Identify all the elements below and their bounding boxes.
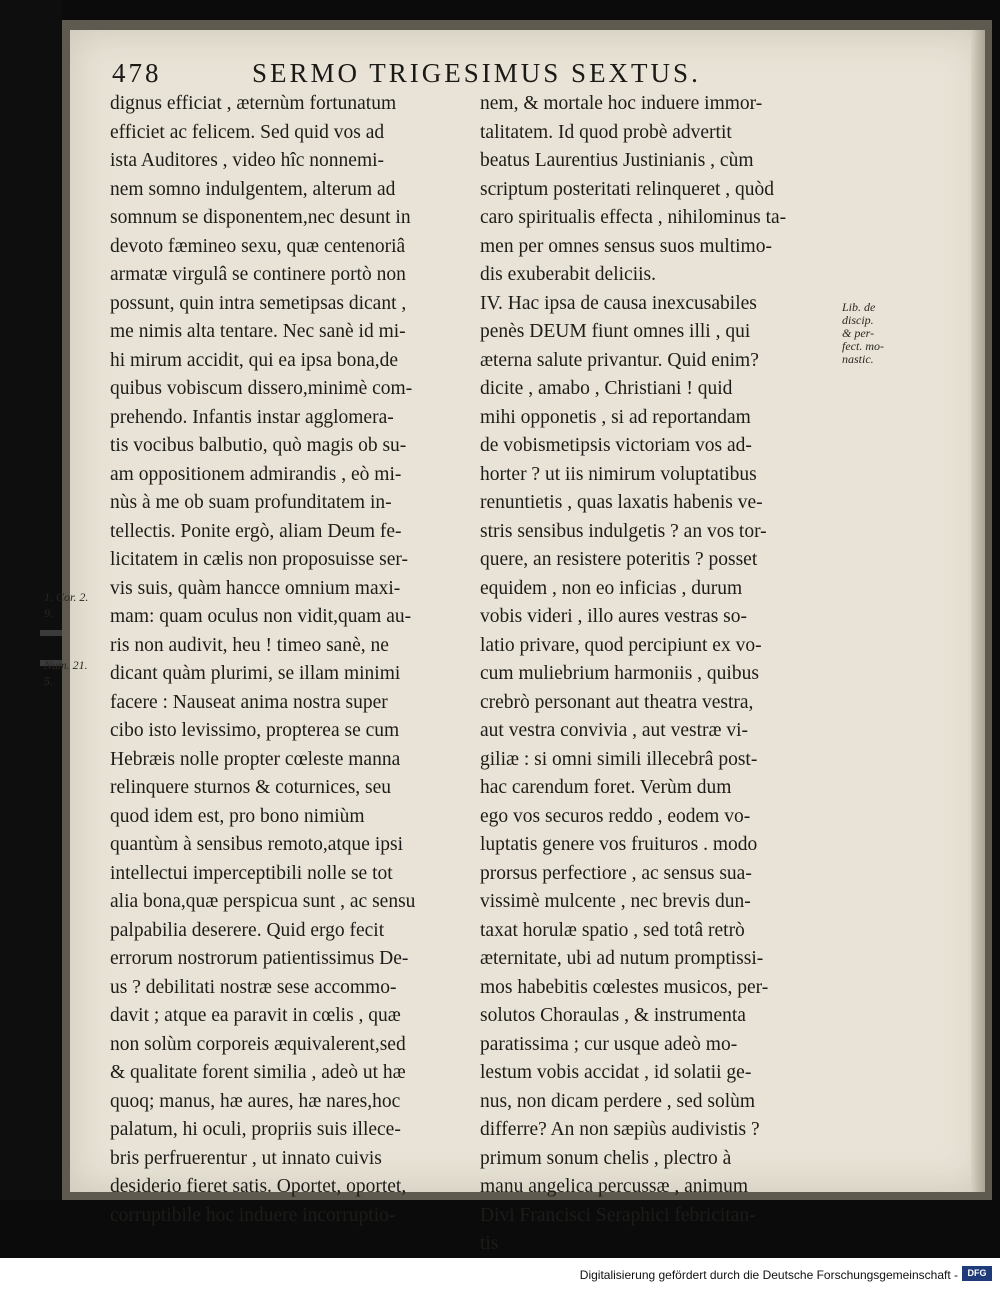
text-line: giliæ : si omni simili illecebrâ post- bbox=[480, 748, 758, 770]
text-line: prorsus perfectiore , ac sensus sua- bbox=[480, 862, 752, 884]
text-line: somnum se disponentem,nec desunt in bbox=[110, 207, 411, 228]
text-line: Hebræis nolle propter cœleste manna bbox=[110, 748, 401, 770]
text-line: æternitate, ubi ad nutum promptissi- bbox=[480, 948, 764, 969]
footer-bar bbox=[0, 1258, 1000, 1289]
text-line: quere, an resistere poteritis ? posset bbox=[480, 549, 758, 570]
text-line: hi mirum accidit, qui ea ipsa bona,de bbox=[110, 349, 399, 371]
text-line: alia bona,quæ perspicua sunt , ac sensu bbox=[110, 891, 416, 912]
text-line: ista Auditores , video hîc nonnemi- bbox=[110, 150, 385, 171]
margin-note-line: Lib. de bbox=[842, 300, 876, 314]
text-line: davit ; atque ea paravit in cœlis , quæ bbox=[110, 1005, 401, 1026]
text-line: vobis videri , illo aures vestras so- bbox=[480, 606, 747, 627]
text-line: am oppositionem admirandis , eò mi- bbox=[110, 463, 402, 485]
text-line: intellectui imperceptibili nolle se tot bbox=[110, 862, 393, 884]
text-line: quibus vobiscum dissero,minimè com- bbox=[110, 378, 413, 399]
text-line: lestum vobis accidat , id solatii ge- bbox=[480, 1062, 752, 1083]
text-line: mos habebitis cœlestes musicos, per- bbox=[480, 976, 769, 998]
footer-credit: Digitalisierung gefördert durch die Deutsche Forschungsgemeinschaft - bbox=[579, 1268, 958, 1282]
text-line: renuntietis , quas laxatis habenis ve- bbox=[480, 492, 763, 513]
text-line: nem somno indulgentem, alterum ad bbox=[110, 178, 396, 200]
text-line: prehendo. Infantis instar agglomera- bbox=[110, 406, 394, 428]
text-line: æterna salute privantur. Quid enim? bbox=[480, 349, 759, 371]
text-line: tis vocibus balbutio, quò magis ob su- bbox=[110, 435, 407, 456]
text-line: mam: quam oculus non vidit,quam au- bbox=[110, 606, 412, 627]
text-line: IV. Hac ipsa de causa inexcusabiles bbox=[480, 292, 757, 314]
text-line: Divi Francisci Seraphici febricitan- bbox=[480, 1204, 756, 1226]
text-line: tellectis. Ponite ergò, aliam Deum fe- bbox=[110, 520, 402, 542]
text-line: dignus efficiat , æternùm fortunatum bbox=[110, 93, 397, 114]
margin-note-left-num bbox=[44, 658, 114, 690]
margin-note-line: 1. Cor. 2. bbox=[44, 590, 89, 604]
text-line: possunt, quin intra semetipsas dicant , bbox=[110, 292, 407, 314]
margin-note-line: 5. bbox=[44, 674, 53, 688]
text-line: penès DEUM fiunt omnes illi , qui bbox=[480, 321, 751, 342]
text-line: non solùm corporeis æquivalerent,sed bbox=[110, 1033, 406, 1055]
text-line: nem, & mortale hoc induere immor- bbox=[480, 93, 763, 114]
right-text-column bbox=[480, 90, 835, 1259]
margin-note-line: & per- bbox=[842, 326, 875, 340]
text-line: facere : Nauseat anima nostra super bbox=[110, 691, 388, 713]
text-line: devoto fæmineo sexu, quæ centenoriâ bbox=[110, 235, 406, 257]
text-line: nùs à me ob suam profunditatem in- bbox=[110, 492, 392, 513]
text-line: relinquere sturnos & coturnices, seu bbox=[110, 777, 392, 798]
text-line: & qualitate forent similia , adeò ut hæ bbox=[110, 1062, 406, 1083]
text-line: caro spiritualis effecta , nihilominus ta- bbox=[480, 207, 787, 228]
page-edge bbox=[971, 30, 985, 1192]
text-line: bris perfruerentur , ut innato cuivis bbox=[110, 1147, 382, 1169]
text-line: crebrò personant aut theatra vestra, bbox=[480, 691, 754, 713]
page-number: 478 bbox=[112, 58, 162, 88]
text-line: palpabilia deserere. Quid ergo fecit bbox=[110, 919, 385, 941]
text-line: efficiet ac felicem. Sed quid vos ad bbox=[110, 121, 385, 143]
text-line: latio privare, quod percipiunt ex vo- bbox=[480, 634, 762, 656]
text-line: men per omnes sensus suos multimo- bbox=[480, 235, 772, 257]
text-line: dis exuberabit deliciis. bbox=[480, 264, 656, 285]
text-line: quoq; manus, hæ aures, hæ nares,hoc bbox=[110, 1090, 401, 1112]
margin-note-line: nastic. bbox=[842, 352, 874, 366]
text-line: luptatis genere vos fruituros . modo bbox=[480, 834, 758, 855]
margin-note-left-cor bbox=[44, 590, 114, 622]
text-line: desiderio fieret satis. Oportet, oportet, bbox=[110, 1176, 407, 1197]
text-line: errorum nostrorum patientissimus De- bbox=[110, 948, 409, 969]
text-line: hac carendum foret. Verùm dum bbox=[480, 777, 732, 798]
text-line: quantùm à sensibus remoto,atque ipsi bbox=[110, 834, 403, 855]
text-line: aut vestra convivia , aut vestræ vi- bbox=[480, 720, 749, 741]
text-line: nus, non dicam perdere , sed solùm bbox=[480, 1090, 756, 1112]
text-line: dicite , amabo , Christiani ! quid bbox=[480, 378, 733, 399]
text-line: dicant quàm plurimi, se illam minimi bbox=[110, 663, 401, 684]
text-line: solutos Choraulas , & instrumenta bbox=[480, 1005, 746, 1026]
text-line: corruptibile hoc induere incorruptio- bbox=[110, 1204, 396, 1226]
text-line: vissimè mulcente , nec brevis dun- bbox=[480, 891, 751, 912]
text-line: differre? An non sæpiùs audivistis ? bbox=[480, 1119, 760, 1140]
text-line: taxat horulæ spatio , sed totâ retrò bbox=[480, 919, 745, 941]
text-line: me nimis alta tentare. Nec sanè id mi- bbox=[110, 321, 406, 342]
text-line: cibo isto levissimo, propterea se cum bbox=[110, 720, 400, 741]
running-title: SERMO TRIGESIMUS SEXTUS. bbox=[252, 58, 701, 88]
margin-note-line: discip. bbox=[842, 313, 874, 327]
text-line: licitatem in cælis non proposuisse ser- bbox=[110, 549, 409, 570]
margin-note-line: Num. 21. bbox=[44, 658, 88, 672]
margin-note-line: 9. bbox=[44, 606, 53, 620]
left-text-column bbox=[110, 90, 465, 1230]
text-line: ego vos securos reddo , eodem vo- bbox=[480, 805, 751, 827]
text-line: beatus Laurentius Justinianis , cùm bbox=[480, 150, 754, 171]
text-line: vis suis, quàm hancce omnium maxi- bbox=[110, 577, 401, 599]
text-line: equidem , non eo inficias , durum bbox=[480, 577, 743, 599]
text-line: paratissima ; cur usque adeò mo- bbox=[480, 1033, 738, 1055]
text-line: armatæ virgulâ se continere portò non bbox=[110, 264, 406, 285]
margin-note-line: fect. mo- bbox=[842, 339, 884, 353]
text-line: talitatem. Id quod probè advertit bbox=[480, 121, 732, 143]
ruler-mark bbox=[40, 630, 62, 636]
text-line: primum sonum chelis , plectro à bbox=[480, 1147, 732, 1169]
text-line: us ? debilitati nostræ sese accommo- bbox=[110, 976, 397, 998]
text-line: mihi opponetis , si ad reportandam bbox=[480, 406, 751, 428]
text-line: horter ? ut iis nimirum voluptatibus bbox=[480, 463, 757, 485]
margin-note-right bbox=[842, 300, 912, 365]
dfg-logo: DFG bbox=[962, 1266, 992, 1281]
text-line: stris sensibus indulgetis ? an vos tor- bbox=[480, 520, 767, 542]
text-line: quod idem est, pro bono nimiùm bbox=[110, 805, 365, 827]
text-line: ris non audivit, heu ! timeo sanè, ne bbox=[110, 634, 389, 656]
text-line: manu angelica percussæ , animum bbox=[480, 1176, 749, 1197]
text-line: palatum, hi oculi, propriis suis illece- bbox=[110, 1119, 401, 1140]
text-line: scriptum posteritati relinqueret , quòd bbox=[480, 178, 775, 200]
text-line: de vobismetipsis victoriam vos ad- bbox=[480, 435, 752, 456]
text-line: tis bbox=[480, 1233, 499, 1254]
text-line: cum muliebrium harmoniis , quibus bbox=[480, 663, 759, 684]
